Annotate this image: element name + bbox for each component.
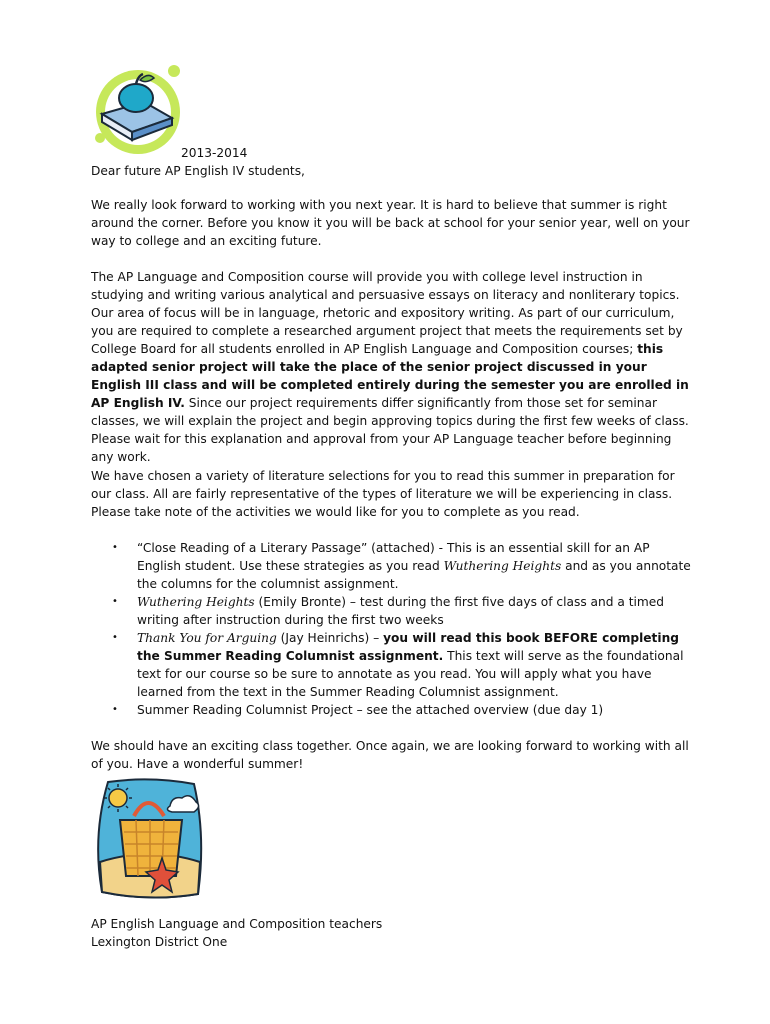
book-title: Wuthering Heights bbox=[137, 595, 255, 609]
list-item bbox=[91, 593, 691, 629]
book-title: Thank You for Arguing bbox=[137, 631, 277, 645]
list-item-text: “Close Reading of a Literary Passage” (attached) - This is an essential skill for an AP English student. Use these strategies as you read bbox=[137, 541, 650, 573]
assignment-list bbox=[91, 539, 691, 719]
salutation: Dear future AP English IV students, bbox=[91, 164, 305, 178]
list-item-author: (Jay Heinrichs) – bbox=[276, 631, 384, 645]
school-year: 2013-2014 bbox=[181, 146, 248, 160]
apple-on-book-icon bbox=[88, 62, 184, 154]
paragraph-closing: We should have an exciting class together. Once again, we are looking forward to working with all of you. Have a wonderful summer! bbox=[91, 739, 689, 771]
bullet-icon: • bbox=[112, 632, 118, 643]
list-item bbox=[91, 629, 691, 701]
paragraph-course-text-end: Since our project requirements differ significantly from those set for seminar classes, we will explain the project and begin approving topics during the first few weeks of class. Please wait for this explanation and approval from your AP Language teacher before beginning any work. bbox=[91, 396, 689, 464]
bullet-icon: • bbox=[112, 704, 118, 715]
bullet-icon: • bbox=[112, 596, 118, 607]
list-item bbox=[91, 701, 691, 719]
bullet-icon: • bbox=[112, 542, 118, 553]
book-title: Wuthering Heights bbox=[443, 559, 562, 573]
read-before-note: you will read this book BEFORE completing the Summer Reading Columnist assignment. bbox=[137, 631, 679, 663]
list-item bbox=[91, 539, 691, 593]
paragraph-course-text: The AP Language and Composition course will provide you with college level instruction in studying and writing various analytical and persuasive essays on literacy and nonliterary topics. Our area of focus will be in language, rhetoric and expository writing. As part of our curriculum, you are required to complete a researched argument project that meets the requirements set by College Board for all students enrolled in AP English Language and Composition courses; bbox=[91, 270, 683, 356]
signature-line-2: Lexington District One bbox=[91, 935, 228, 949]
list-item-text: (Emily Bronte) – test during the first five days of class and a timed writing after instruction during the first two weeks bbox=[137, 595, 664, 627]
signature-line-1: AP English Language and Composition teachers bbox=[91, 917, 383, 931]
list-item-text: This text will serve as the foundational text for our course so be sure to annotate as you read. You will apply what you have learned from the text in the Summer Reading Columnist assignment. bbox=[137, 649, 684, 699]
paragraph-course bbox=[91, 268, 691, 466]
paragraph-reading: We have chosen a variety of literature selections for you to read this summer in preparation for our class. All are fairly representative of the types of literature we will be experiencing in class. Please take note of the activities we would like for you to complete as you read. bbox=[91, 469, 675, 519]
beach-bag-icon bbox=[90, 776, 208, 902]
senior-project-note: this adapted senior project will take the place of the senior project discussed in your English III class and will be completed entirely during the semester you are enrolled in AP English IV. bbox=[91, 342, 689, 410]
list-item-text: Summer Reading Columnist Project – see the attached overview (due day 1) bbox=[137, 703, 604, 717]
list-item-text-end: and as you annotate the columns for the columnist assignment. bbox=[137, 559, 691, 591]
paragraph-intro: We really look forward to working with you next year. It is hard to believe that summer is right around the corner. Before you know it you will be back at school for your senior year, well on your way to college and an exciting future. bbox=[91, 198, 690, 248]
